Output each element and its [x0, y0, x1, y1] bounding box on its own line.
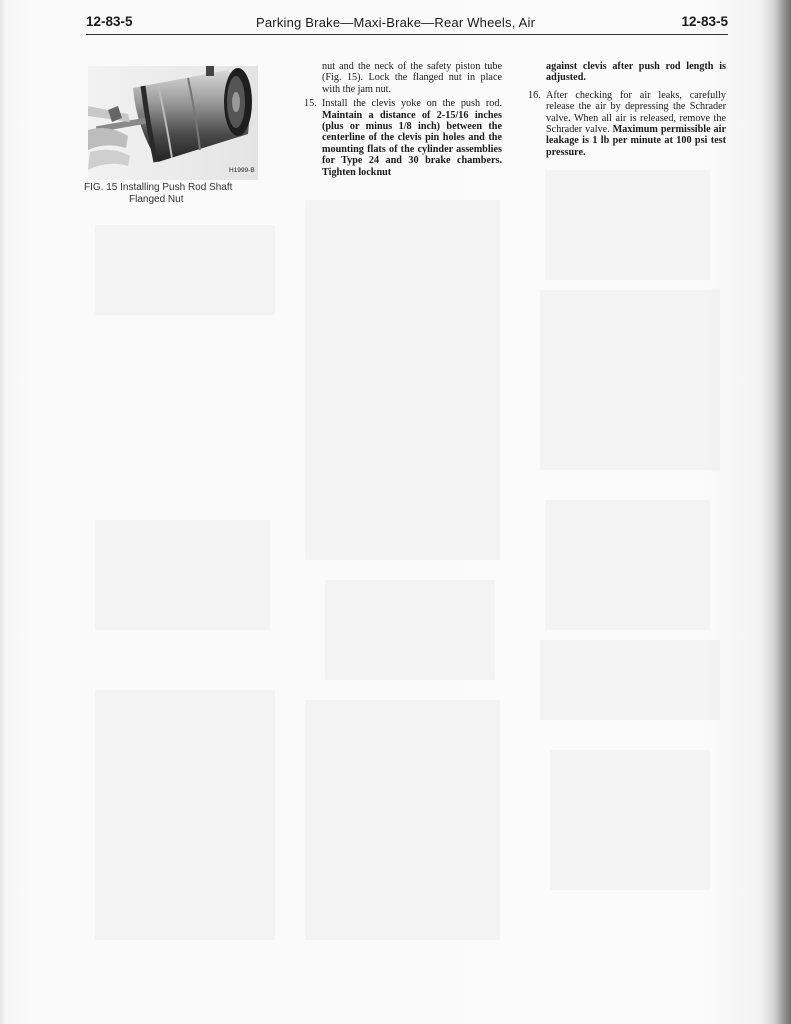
step-text: After checking for air leaks, carefully release the air by depressing the Schrader valve. When all air is released, remove the Schrader valve.: [546, 89, 726, 136]
step-number: 16.: [528, 89, 541, 101]
caption-line-2: Flanged Nut: [129, 194, 184, 205]
bleed-through-figure: [545, 500, 710, 630]
figure-photo: [88, 66, 258, 180]
bleed-through-text: [95, 690, 275, 940]
page-number-right: 12-83-5: [681, 14, 728, 29]
page-header: [86, 12, 728, 35]
section-title: Parking Brake—Maxi-Brake—Rear Wheels, Air: [256, 15, 536, 30]
caption-line-1: FIG. 15 Installing Push Rod Shaft: [84, 182, 233, 193]
bleed-through-figure: [550, 750, 710, 890]
bleed-through-text: [95, 225, 275, 315]
figure-code: H1999-B: [229, 167, 255, 174]
brake-chamber-photo: [88, 66, 258, 180]
bleed-through-text: [540, 290, 720, 470]
step-text-bold: Maintain a distance of 2-15/16 inches (plus or minus 1/8 inch) between the centerline of the clevis pin holes and the mounting flats of the cylinder assemblies for Type 24 and 30 brake chambers. Tighten locknut: [322, 109, 502, 178]
step-number: 15.: [304, 98, 317, 110]
continued-paragraph-bold: against clevis after push rod length is adjusted.: [546, 61, 726, 84]
text-column-3: [528, 61, 726, 158]
page-number-left: 12-83-5: [86, 14, 133, 29]
bleed-through-text: [305, 200, 500, 560]
continued-paragraph: nut and the neck of the safety piston tube (Fig. 15). Lock the flanged nut in place with the jam nut.: [322, 61, 502, 95]
bleed-through-figure: [325, 580, 495, 680]
text-column-2: [304, 61, 502, 178]
step-16: [528, 90, 726, 158]
step-15: [304, 98, 502, 178]
bleed-through-figure: [545, 170, 710, 280]
bleed-through-text: [540, 640, 720, 720]
step-text-bold: Maximum permissible air leakage is 1 lb per minute at 100 psi test pressure.: [546, 124, 726, 158]
bleed-through-figure: [95, 520, 270, 630]
figure-caption: [84, 182, 274, 206]
bleed-through-text: [305, 700, 500, 940]
step-text: Install the clevis yoke on the push rod.: [322, 98, 502, 110]
